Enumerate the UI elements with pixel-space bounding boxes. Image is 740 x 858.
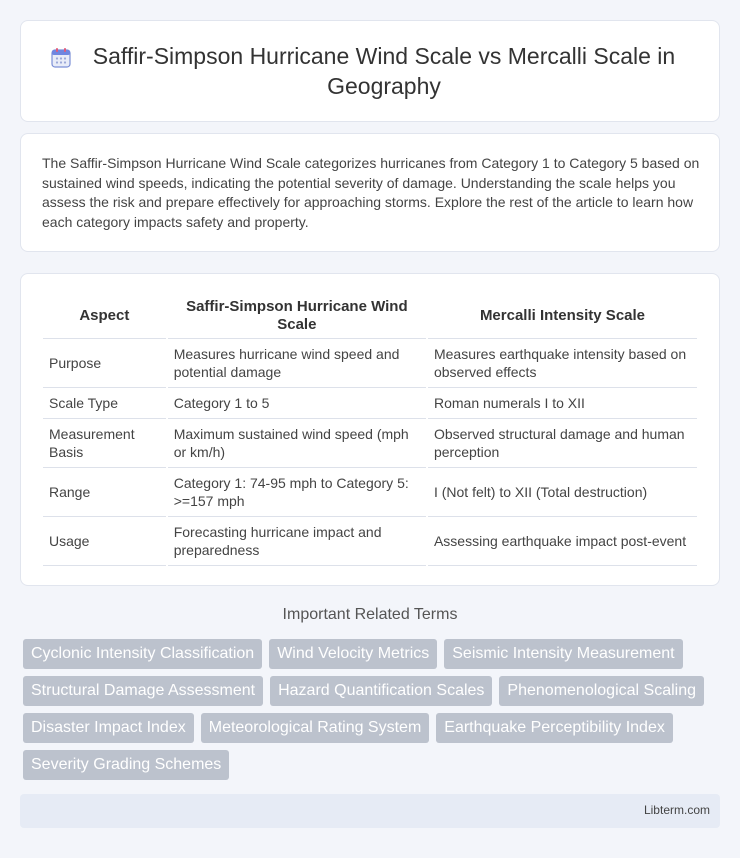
footer-site-link[interactable]: Libterm.com <box>643 803 710 817</box>
table-cell: Usage <box>43 517 166 566</box>
comparison-table <box>41 294 699 566</box>
table-cell: Measurement Basis <box>43 419 166 468</box>
table-cell: Measures earthquake intensity based on observed effects <box>428 339 697 388</box>
related-term-tag[interactable]: Cyclonic Intensity Classification <box>23 639 262 669</box>
header-aspect: Aspect <box>43 294 166 339</box>
related-term-tag[interactable]: Structural Damage Assessment <box>23 676 263 706</box>
table-cell: Category 1 to 5 <box>168 388 426 419</box>
table-row <box>43 388 697 419</box>
header-saffir-simpson: Saffir-Simpson Hurricane Wind Scale <box>168 294 426 339</box>
title-card <box>20 20 720 122</box>
table-row <box>43 468 697 517</box>
table-cell: Roman numerals I to XII <box>428 388 697 419</box>
intro-card <box>20 133 720 252</box>
related-terms-title: Important Related Terms <box>282 606 458 623</box>
related-terms-list <box>23 639 723 780</box>
table-cell: Maximum sustained wind speed (mph or km/h) <box>168 419 426 468</box>
table-cell: Measures hurricane wind speed and potential damage <box>168 339 426 388</box>
table-cell: Observed structural damage and human perception <box>428 419 697 468</box>
table-row <box>43 339 697 388</box>
table-row <box>43 517 697 566</box>
footer <box>20 794 720 828</box>
table-cell: Forecasting hurricane impact and preparedness <box>168 517 426 566</box>
related-term-tag[interactable]: Wind Velocity Metrics <box>269 639 437 669</box>
table-header-row <box>43 294 697 339</box>
comparison-card <box>20 273 720 586</box>
intro-text: The Saffir-Simpson Hurricane Wind Scale categorizes hurricanes from Category 1 to Category 5 based on sustained wind speeds, indicating the potential severity of damage. Understanding the scale helps you assess the risk and prepare effectively for approaching storms. Explore the rest of the article to learn how each category impacts safety and property. <box>42 155 700 230</box>
related-term-tag[interactable]: Disaster Impact Index <box>23 713 194 743</box>
related-term-tag[interactable]: Severity Grading Schemes <box>23 750 229 780</box>
page-title: Saffir-Simpson Hurricane Wind Scale vs Mercalli Scale in Geography <box>92 43 676 99</box>
related-term-tag[interactable]: Phenomenological Scaling <box>499 676 704 706</box>
header-mercalli: Mercalli Intensity Scale <box>428 294 697 339</box>
related-term-tag[interactable]: Hazard Quantification Scales <box>270 676 492 706</box>
table-cell: I (Not felt) to XII (Total destruction) <box>428 468 697 517</box>
related-term-tag[interactable]: Meteorological Rating System <box>201 713 430 743</box>
table-cell: Scale Type <box>43 388 166 419</box>
table-row <box>43 419 697 468</box>
table-cell: Range <box>43 468 166 517</box>
related-term-tag[interactable]: Earthquake Perceptibility Index <box>436 713 673 743</box>
table-cell: Purpose <box>43 339 166 388</box>
table-cell: Assessing earthquake impact post-event <box>428 517 697 566</box>
related-term-tag[interactable]: Seismic Intensity Measurement <box>444 639 682 669</box>
table-cell: Category 1: 74-95 mph to Category 5: >=157 mph <box>168 468 426 517</box>
